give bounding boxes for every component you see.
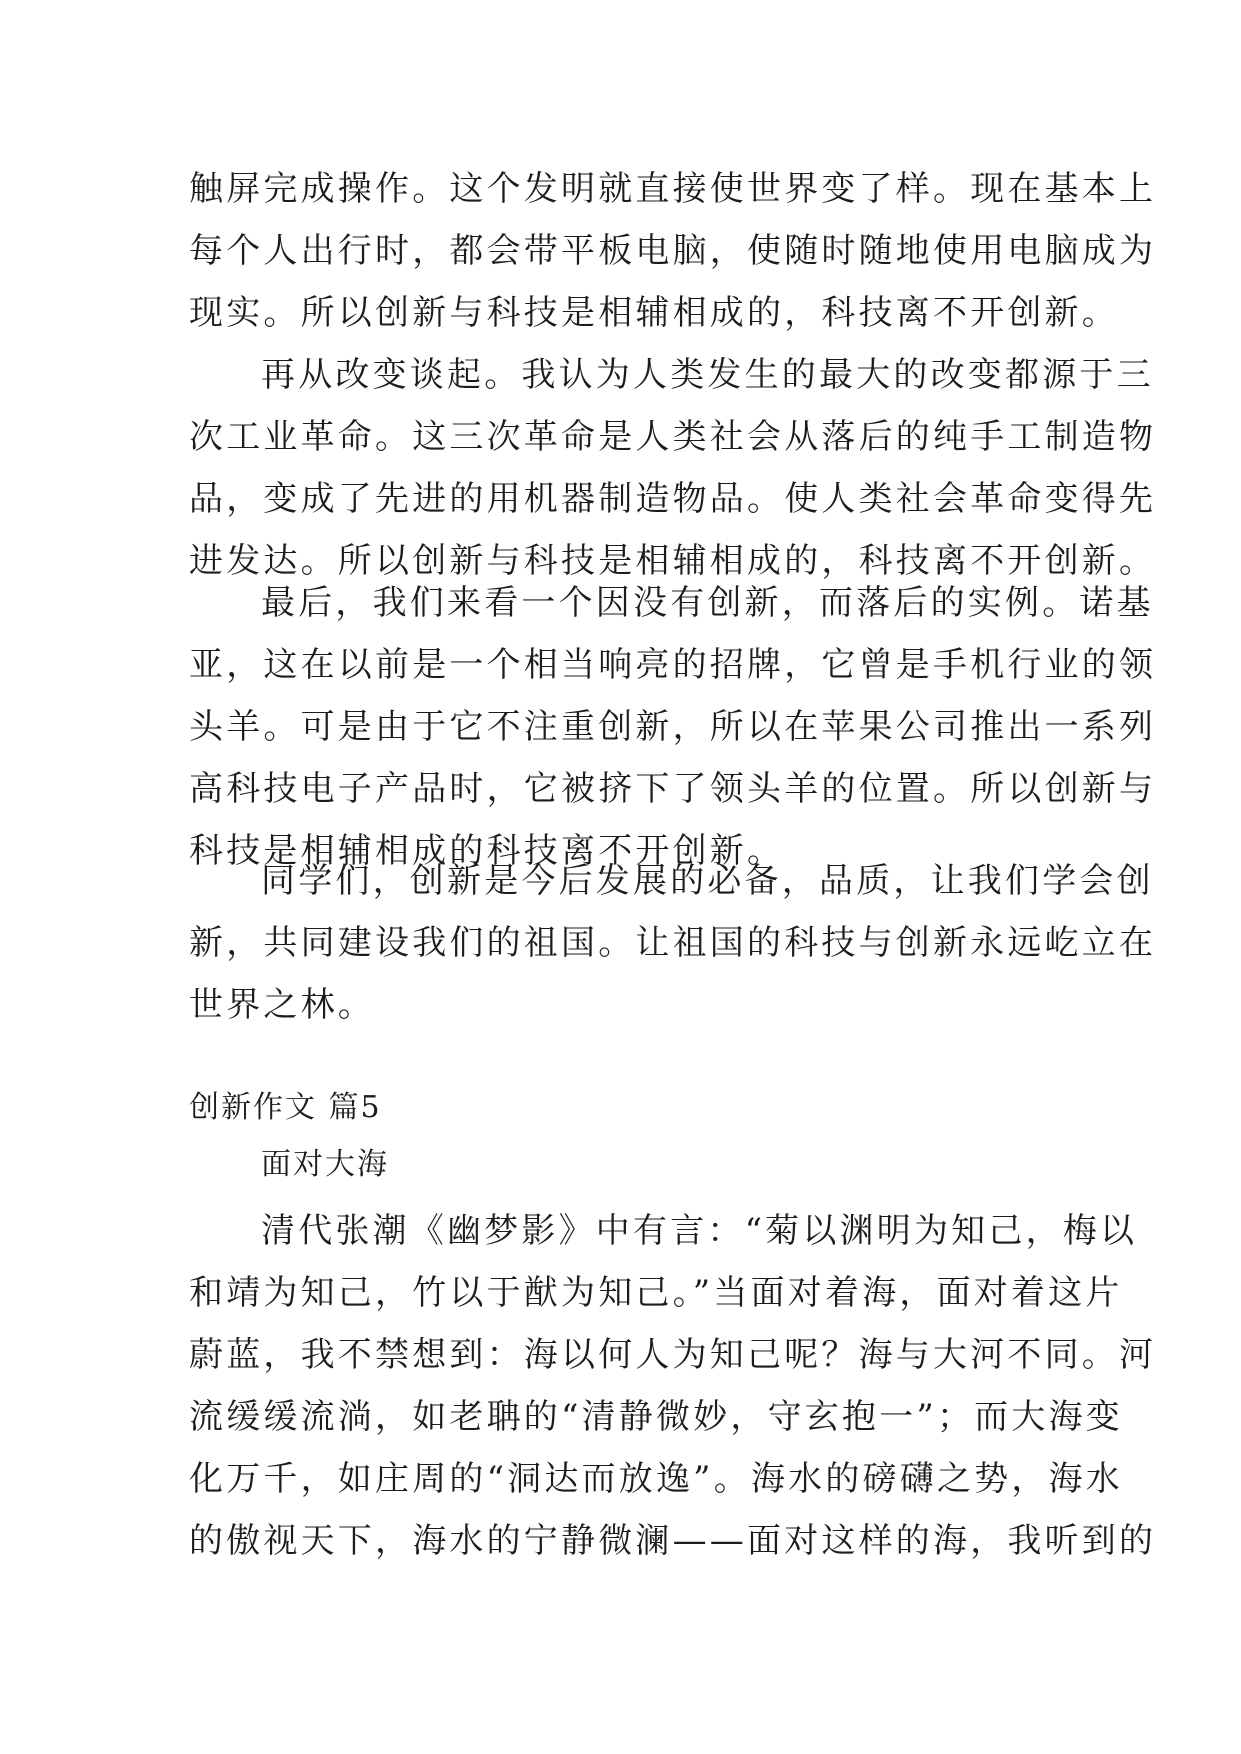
text-line: 新，共同建设我们的祖国。让祖国的科技与创新永远屹立在 [189,923,1157,963]
text-line: 蔚蓝，我不禁想到：海以何人为知己呢？海与大河不同。河 [189,1335,1157,1375]
text-line: 头羊。可是由于它不注重创新，所以在苹果公司推出一系列 [189,707,1157,747]
text-line: 现实。所以创新与科技是相辅相成的，科技离不开创新。 [189,293,1119,333]
text-line: 高科技电子产品时，它被挤下了领头羊的位置。所以创新与 [189,769,1157,809]
paragraph-1 [189,158,1157,344]
text-line: 的傲视天下，海水的宁静微澜——面对这样的海，我听到的 [189,1521,1157,1561]
paragraph-2 [189,344,1157,592]
text-line: 化万千，如庄周的“洞达而放逸”。海水的磅礴之势，海水 [189,1459,1123,1499]
text-line: 品，变成了先进的用机器制造物品。使人类社会革命变得先 [189,479,1157,519]
text-line: 进发达。所以创新与科技是相辅相成的，科技离不开创新。 [189,541,1157,581]
text-line: 触屏完成操作。这个发明就直接使世界变了样。现在基本上 [189,169,1157,209]
text-line: 最后，我们来看一个因没有创新，而落后的实例。诺基 [261,583,1154,623]
section-heading: 创新作文 篇5 [189,1090,382,1125]
text-line: 流缓缓流淌，如老聃的“清静微妙，守玄抱一”；而大海变 [189,1397,1123,1437]
text-line: 和靖为知己，竹以于猷为知己。”当面对着海，面对着这片 [189,1273,1123,1313]
text-line: 次工业革命。这三次革命是人类社会从落后的纯手工制造物 [189,417,1157,457]
essay-title: 面对大海 [261,1147,389,1182]
text-line: 每个人出行时，都会带平板电脑，使随时随地使用电脑成为 [189,231,1157,271]
text-line: 科技是相辅相成的科技离不开创新。 [189,831,785,871]
text-line: 同学们，创新是今后发展的必备，品质，让我们学会创 [261,861,1154,901]
text-line: 再从改变谈起。我认为人类发生的最大的改变都源于三 [261,355,1154,395]
paragraph-4 [189,850,1157,1036]
paragraph-5 [189,1200,1157,1572]
text-line: 世界之林。 [189,985,375,1025]
text-line: 清代张潮《幽梦影》中有言：“菊以渊明为知己，梅以 [261,1211,1138,1251]
text-line: 亚，这在以前是一个相当响亮的招牌，它曾是手机行业的领 [189,645,1157,685]
